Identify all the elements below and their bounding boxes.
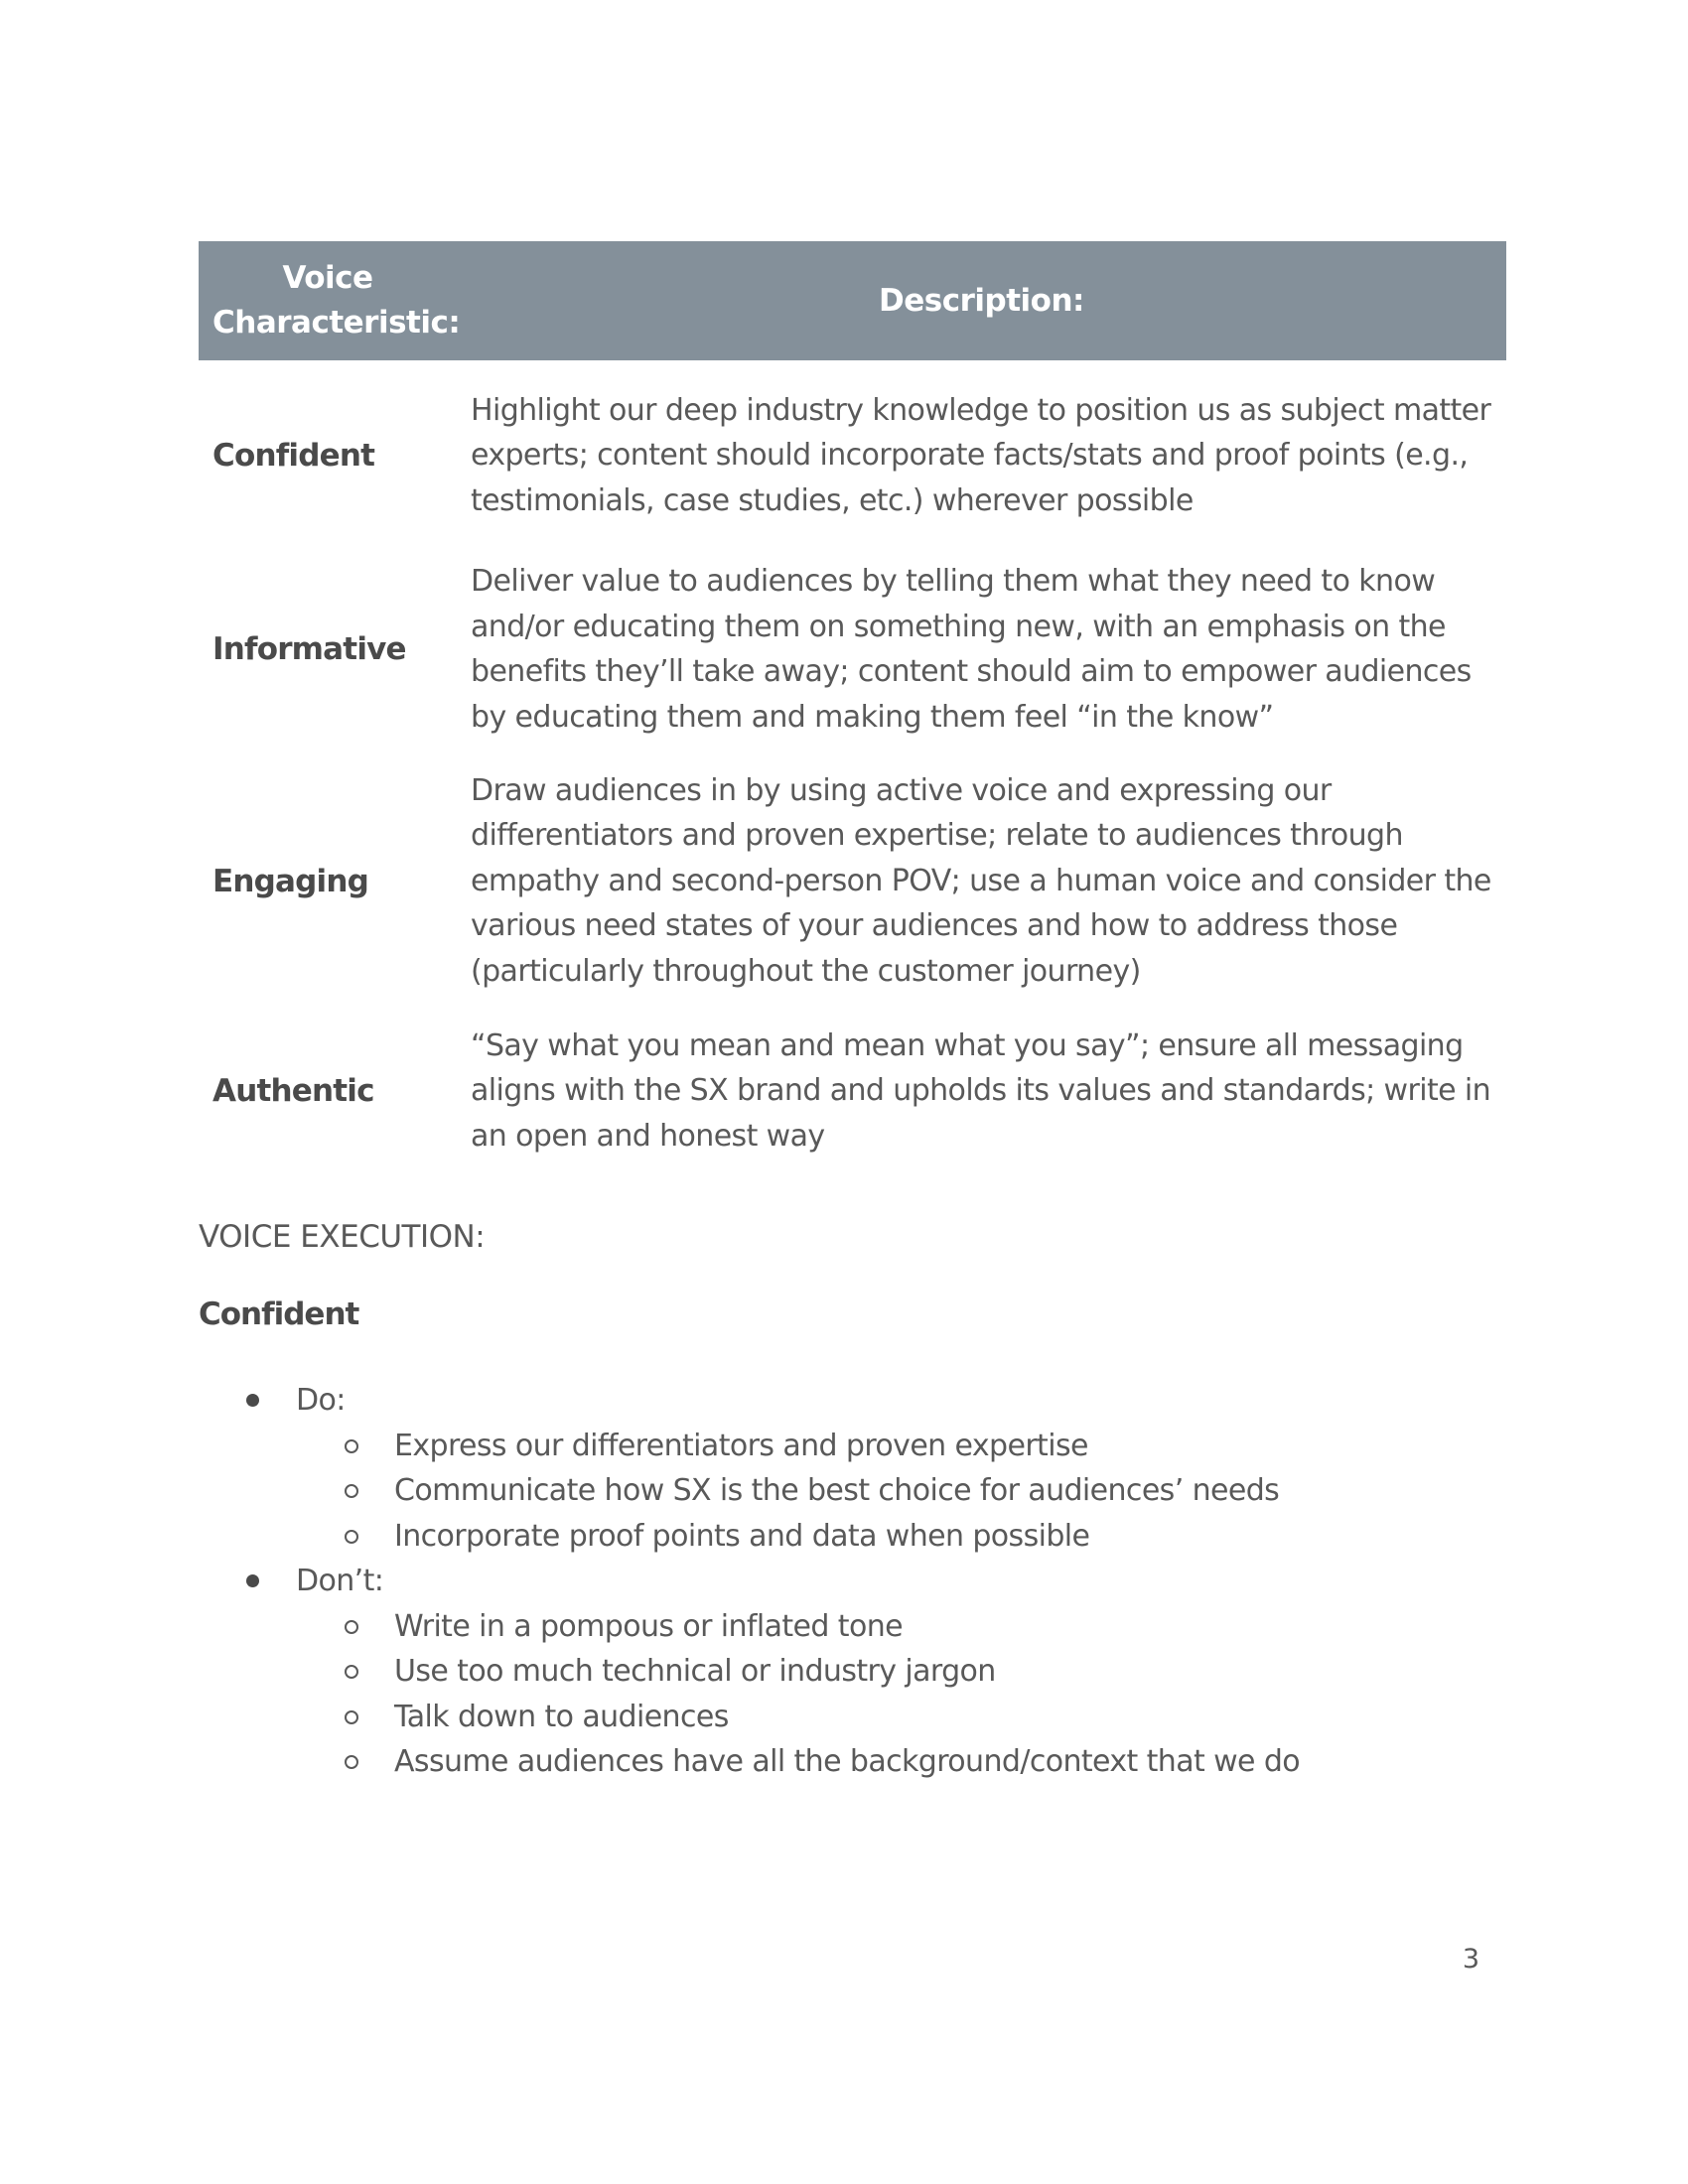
dont-item-text: Assume audiences have all the background/context that we do (394, 1744, 1301, 1779)
description-cell (457, 1009, 1506, 1173)
description-text: Draw audiences in by using active voice and expressing our differentiators and proven expertise; relate to audiences through empathy and second-person POV; use a human voice and consider the various need states of your audiences and how to address those (particularly throughout the customer journey) (471, 772, 1491, 989)
list-item (199, 1424, 1489, 1469)
do-dont-list (199, 1378, 1489, 1785)
description-text: “Say what you mean and mean what you say”; ensure all messaging aligns with the SX brand and upholds its values and standards; write in an open and honest way (471, 1027, 1491, 1154)
bullet-circle-icon (345, 1530, 358, 1544)
table-row (199, 753, 1506, 1009)
dont-label: Don’t: (296, 1564, 384, 1598)
table-header-row (199, 241, 1506, 360)
characteristic-cell: Engaging (212, 863, 369, 899)
bullet-circle-icon (345, 1620, 358, 1634)
bullet-circle-icon (345, 1710, 358, 1724)
table-row (199, 1009, 1506, 1173)
dont-item-text: Talk down to audiences (394, 1699, 729, 1734)
list-item (199, 1468, 1489, 1514)
list-item-do (199, 1378, 1489, 1424)
do-label: Do: (296, 1383, 346, 1418)
bullet-circle-icon (345, 1755, 358, 1769)
list-item (199, 1604, 1489, 1650)
list-item (199, 1739, 1489, 1785)
description-cell (457, 545, 1506, 753)
dont-item-text: Use too much technical or industry jargon (394, 1654, 996, 1689)
bullet-dot-icon (246, 1394, 259, 1407)
list-item (199, 1514, 1489, 1560)
bullet-dot-icon (246, 1574, 259, 1587)
description-text: Deliver value to audiences by telling them what they need to know and/or educating them on something new, with an emphasis on the benefits they’ll take away; content should aim to empower audiences by educating them and making them feel “in the know” (471, 564, 1472, 735)
header-voice-characteristic: Voice Characteristic: (199, 241, 457, 360)
description-text: Highlight our deep industry knowledge to position us as subject matter experts; content should incorporate facts/stats and proof points (e.g., testimonials, case studies, etc.) wherever possible (471, 392, 1491, 518)
description-cell (457, 360, 1506, 545)
voice-characteristics-table (199, 241, 1506, 1173)
confident-subheading: Confident (199, 1297, 359, 1332)
table-row (199, 545, 1506, 753)
characteristic-cell: Authentic (212, 1073, 374, 1109)
characteristic-cell: Confident (212, 438, 375, 474)
do-item-text: Communicate how SX is the best choice for audiences’ needs (394, 1473, 1280, 1508)
list-item (199, 1695, 1489, 1740)
header-description: Description: (457, 241, 1506, 360)
do-item-text: Express our differentiators and proven expertise (394, 1428, 1088, 1463)
characteristic-cell: Informative (212, 631, 406, 667)
description-cell (457, 753, 1506, 1009)
bullet-circle-icon (345, 1439, 358, 1453)
page-number: 3 (1462, 1944, 1479, 1975)
list-item-dont (199, 1559, 1489, 1604)
table-row (199, 360, 1506, 545)
do-item-text: Incorporate proof points and data when possible (394, 1518, 1090, 1554)
dont-item-text: Write in a pompous or inflated tone (394, 1608, 903, 1644)
bullet-circle-icon (345, 1665, 358, 1679)
list-item (199, 1649, 1489, 1695)
bullet-circle-icon (345, 1484, 358, 1498)
voice-execution-heading: VOICE EXECUTION: (199, 1219, 486, 1255)
